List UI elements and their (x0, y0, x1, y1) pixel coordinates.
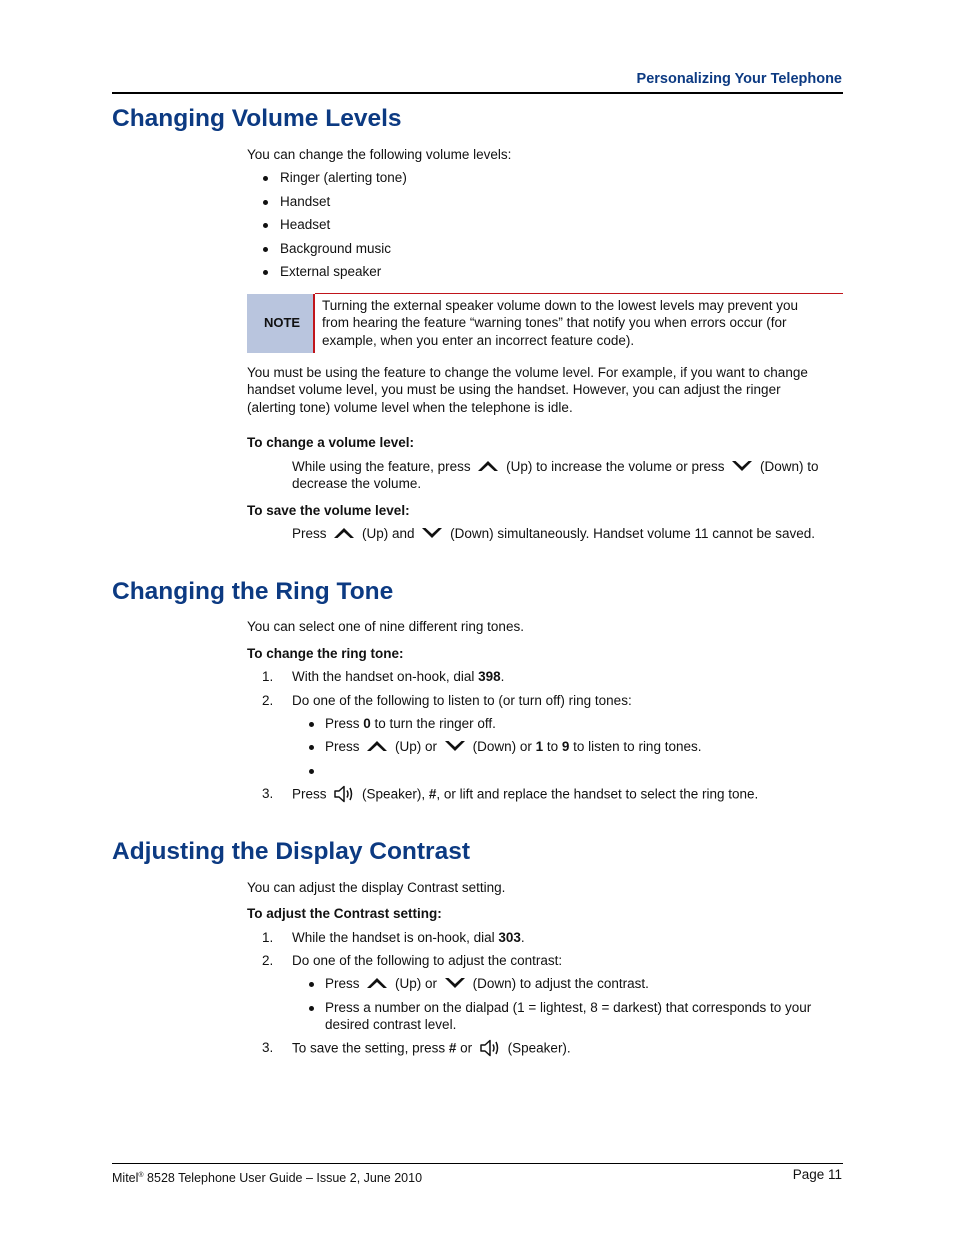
procedure-step: Do one of the following to listen to (or turn off) ring tones: (292, 693, 632, 708)
procedure-step: To save the setting, press # or (Speaker). (292, 1039, 571, 1059)
procedure-step: Do one of the following to adjust the contrast: (292, 953, 563, 968)
bullet (263, 270, 268, 275)
note-text: Turning the external speaker volume down to the lowest levels may prevent you (322, 298, 799, 313)
list-item: Ringer (alerting tone) (280, 170, 407, 185)
note-text: example, when you enter an incorrect feature code). (322, 333, 635, 348)
note-top-rule (315, 293, 843, 294)
volume-intro: You can change the following volume levels: (247, 147, 512, 162)
list-item: External speaker (280, 264, 382, 279)
ring-intro: You can select one of nine different ring tones. (247, 619, 524, 634)
feature-code: 303 (498, 930, 521, 945)
header-rule (112, 92, 843, 94)
bullet (309, 745, 314, 750)
procedure-title: To adjust the Contrast setting: (247, 906, 442, 921)
step-number: 1. (262, 930, 274, 945)
speaker-icon (479, 1038, 501, 1058)
bullet (309, 722, 314, 727)
section-heading-ring-tone: Changing the Ring Tone (112, 578, 394, 605)
sub-step: Press (Up) or (Down) to adjust the contrast. (325, 976, 649, 991)
procedure-step (292, 525, 815, 543)
step-number: 3. (262, 1040, 274, 1055)
procedure-step: With the handset on-hook, dial 398. (292, 669, 505, 684)
down-arrow-icon (421, 526, 443, 540)
footer-doc-title: Mitel® 8528 Telephone User Guide – Issue 2, June 2010 (112, 1171, 423, 1186)
running-header: Personalizing Your Telephone (636, 71, 842, 87)
step-text: (Down) to (760, 459, 819, 474)
key-label: 1 (535, 739, 544, 754)
step-number: 2. (262, 693, 274, 708)
feature-code: 398 (478, 669, 501, 684)
bullet (263, 223, 268, 228)
down-arrow-icon (444, 739, 466, 753)
key-label: # (448, 1040, 457, 1056)
step-text: (Up) and (362, 526, 415, 541)
up-arrow-icon (333, 526, 355, 540)
sub-step: Press (Up) or (Down) or 1 to 9 to listen to ring tones. (325, 739, 702, 754)
sub-step: Press 0 to turn the ringer off. (325, 716, 496, 731)
list-item: Background music (280, 241, 392, 256)
note-text: from hearing the feature “warning tones” that notify you when errors occur (for (322, 315, 787, 330)
sub-step: Press a number on the dialpad (1 = lightest, 8 = darkest) that corresponds to your (325, 1000, 812, 1015)
step-number: 1. (262, 669, 274, 684)
up-arrow-icon (366, 739, 388, 753)
procedure-step: Press (Speaker), #, or lift and replace the handset to select the ring tone. (292, 785, 758, 805)
procedure-title: To change the ring tone: (247, 646, 404, 661)
procedure-step: While the handset is on-hook, dial 303. (292, 930, 525, 945)
bullet (309, 1006, 314, 1011)
down-arrow-icon (731, 459, 753, 473)
section-heading-contrast: Adjusting the Display Contrast (112, 838, 471, 865)
step-text: While using the feature, press (292, 459, 471, 474)
step-text: (Down) simultaneously. Handset volume 11 cannot be saved. (450, 526, 816, 541)
body-paragraph: handset volume level, you must be using the handset. However, you can adjust the ringer (247, 382, 781, 397)
key-label: # (428, 786, 437, 802)
up-arrow-icon (477, 459, 499, 473)
bullet (263, 247, 268, 252)
procedure-step-cont: decrease the volume. (292, 476, 422, 491)
procedure-title: To change a volume level: (247, 435, 415, 450)
key-label: 0 (363, 716, 371, 731)
bullet-empty (309, 769, 314, 774)
page-number: Page 11 (792, 1167, 842, 1182)
list-item: Handset (280, 194, 331, 209)
step-text: Press (292, 526, 327, 541)
footer-rule (112, 1163, 843, 1164)
step-number: 2. (262, 953, 274, 968)
step-number: 3. (262, 786, 274, 801)
note-label: NOTE (263, 315, 301, 330)
step-text: (Up) to increase the volume or press (506, 459, 725, 474)
down-arrow-icon (444, 976, 466, 990)
sub-step-cont: desired contrast level. (325, 1017, 457, 1032)
procedure-step (292, 458, 819, 476)
speaker-icon (333, 784, 355, 804)
bullet (263, 200, 268, 205)
procedure-title: To save the volume level: (247, 503, 410, 518)
up-arrow-icon (366, 976, 388, 990)
body-paragraph: (alerting tone) volume level when the telephone is idle. (247, 400, 573, 415)
bullet (263, 176, 268, 181)
body-paragraph: You must be using the feature to change the volume level. For example, if you want to change (247, 365, 808, 380)
key-label: 9 (561, 739, 570, 754)
contrast-intro: You can adjust the display Contrast setting. (247, 880, 506, 895)
bullet (309, 982, 314, 987)
section-heading-volume: Changing Volume Levels (112, 105, 402, 132)
list-item: Headset (280, 217, 331, 232)
